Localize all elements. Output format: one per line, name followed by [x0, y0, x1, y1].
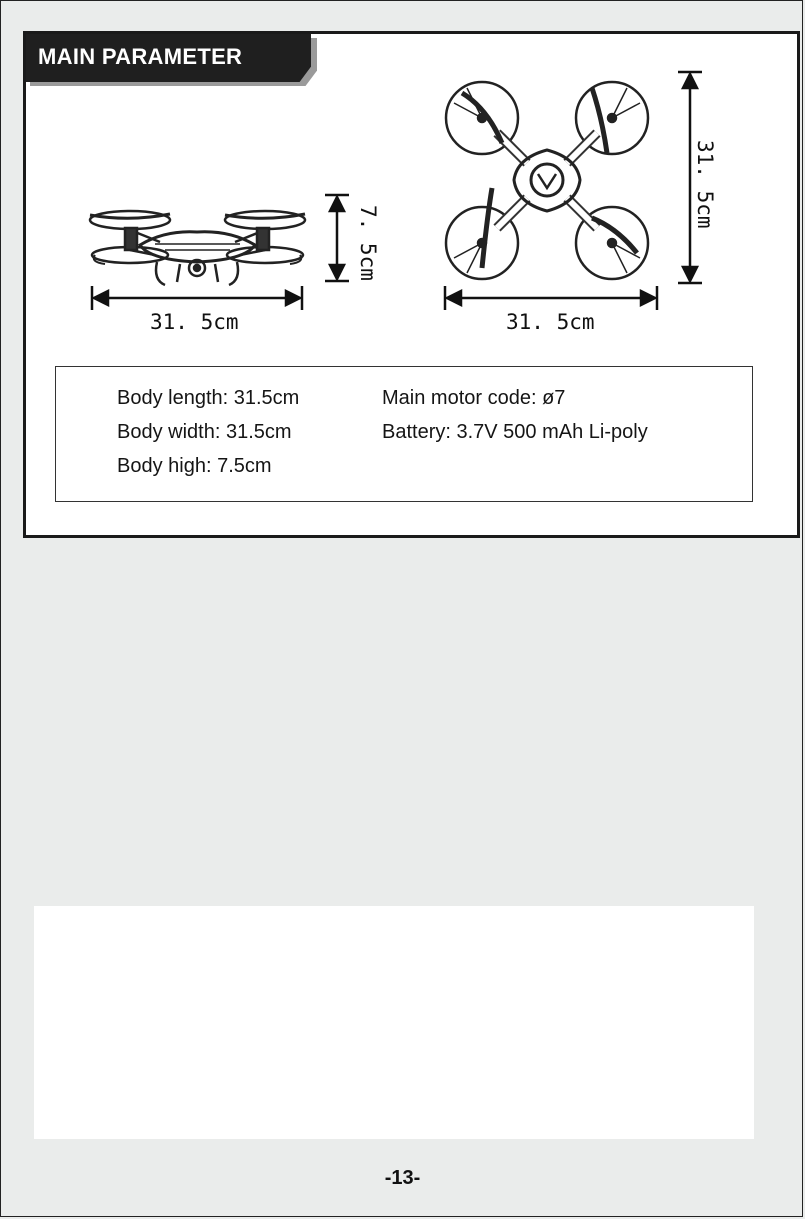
- side-width-label: 31. 5cm: [150, 310, 239, 334]
- blank-content-box: [34, 906, 754, 1139]
- spec-battery: Battery: 3.7V 500 mAh Li-poly: [382, 421, 648, 443]
- spec-body-width: Body width: 31.5cm: [117, 421, 292, 443]
- top-length-label: 31. 5cm: [693, 140, 717, 229]
- side-height-label: 7. 5cm: [356, 205, 380, 281]
- top-width-arrow-icon: [443, 285, 659, 311]
- drone-top-view-icon: [442, 78, 652, 283]
- spec-main-motor-code: Main motor code: ø7: [382, 387, 566, 409]
- section-title: MAIN PARAMETER: [38, 44, 243, 69]
- spec-body-length: Body length: 31.5cm: [117, 387, 300, 409]
- side-width-arrow-icon: [90, 285, 304, 311]
- spec-body-high: Body high: 7.5cm: [117, 455, 272, 477]
- drone-side-view-icon: [85, 200, 315, 295]
- top-width-label: 31. 5cm: [506, 310, 595, 334]
- side-height-arrow-icon: [322, 193, 352, 283]
- page-number: -13-: [384, 1167, 421, 1189]
